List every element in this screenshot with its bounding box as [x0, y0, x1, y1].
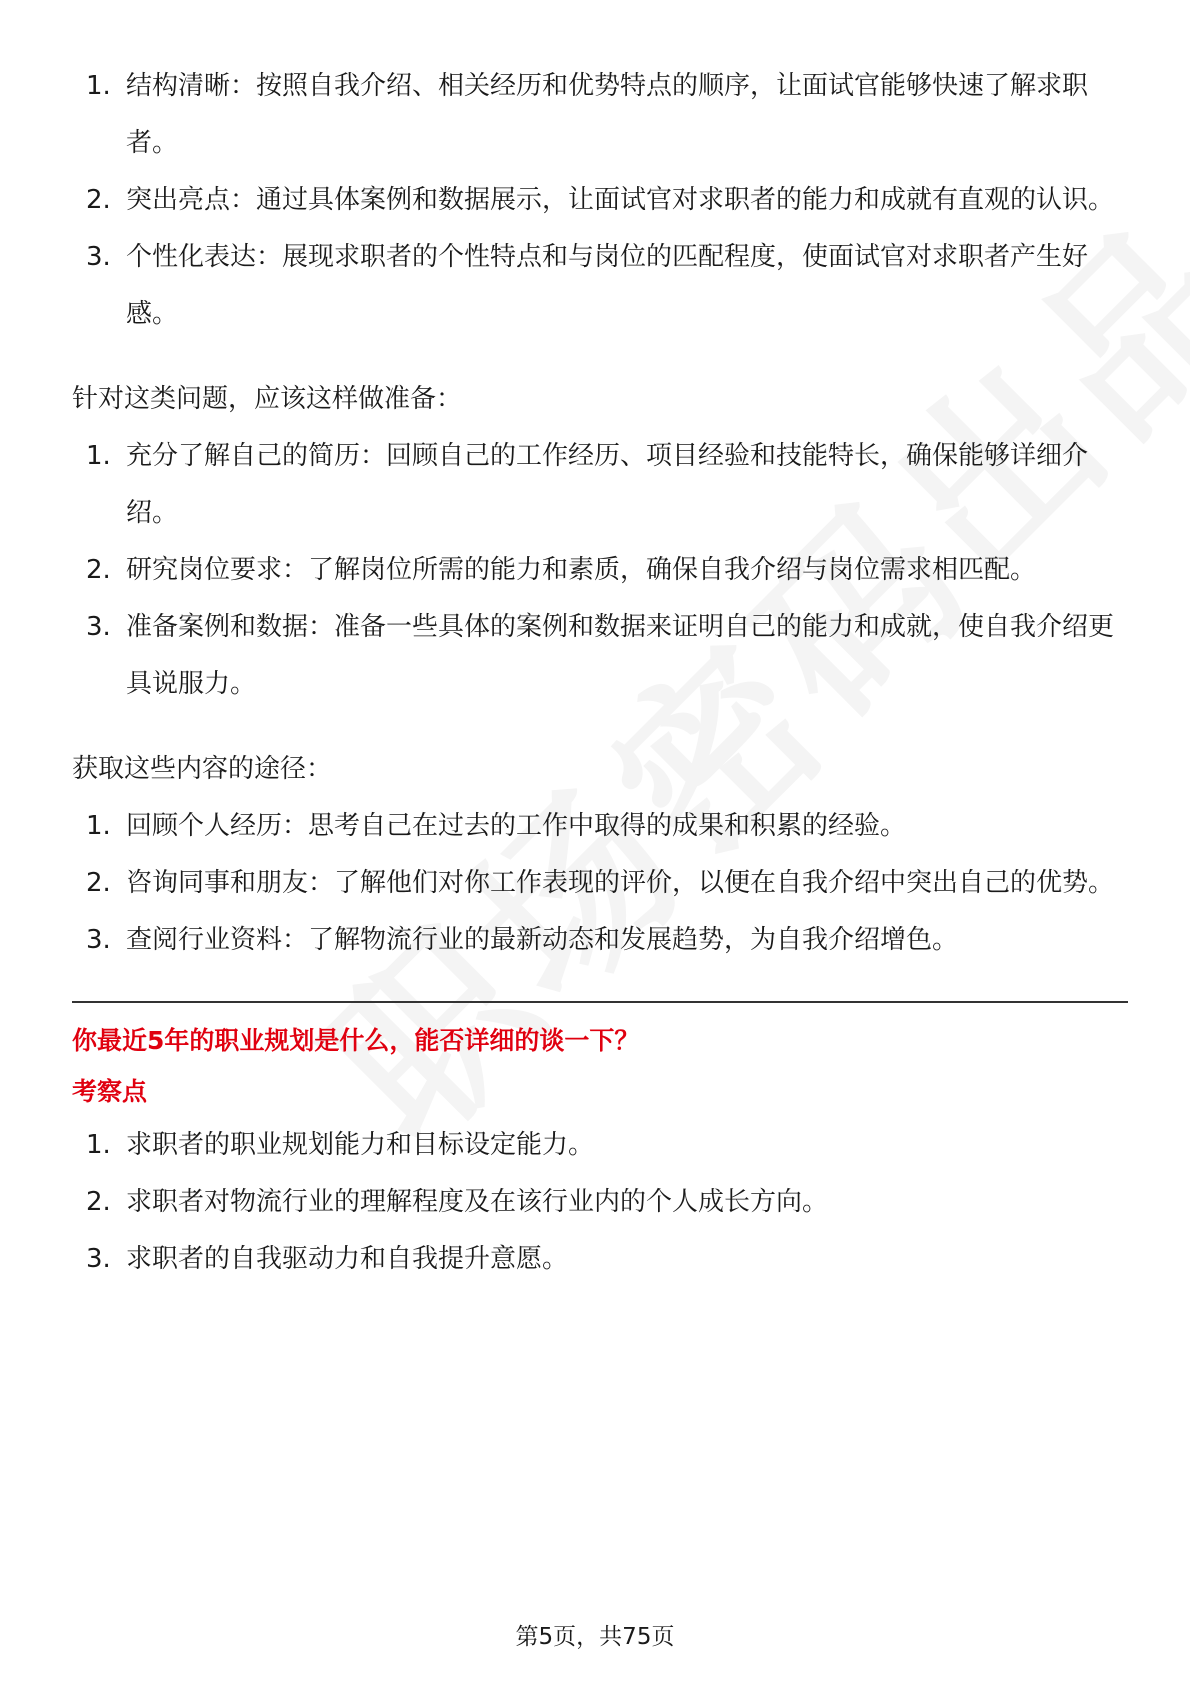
list-text: 个性化表达：展现求职者的个性特点和与岗位的匹配程度，使面试官对求职者产生好感。	[126, 242, 1089, 329]
list-item	[72, 229, 1128, 343]
list-number: 3.	[86, 242, 111, 272]
list-number: 3.	[86, 1244, 111, 1274]
list-answer-points	[72, 58, 1128, 343]
section-divider	[72, 1001, 1128, 1003]
sources-heading: 获取这些内容的途径：	[72, 754, 333, 784]
page-content	[72, 58, 1128, 1288]
list-number: 2.	[86, 1187, 111, 1217]
subhead-focus-points: 考察点	[72, 1077, 148, 1106]
question-title: 你最近5年的职业规划是什么，能否详细的谈一下？	[72, 1026, 640, 1055]
page-number: 第5页，共75页	[515, 1624, 675, 1650]
list-text: 充分了解自己的简历：回顾自己的工作经历、项目经验和技能特长，确保能够详细介绍。	[126, 441, 1089, 528]
list-item	[72, 172, 1128, 229]
list-number: 2.	[86, 868, 111, 898]
list-number: 1.	[86, 441, 111, 471]
list-text: 研究岗位要求：了解岗位所需的能力和素质，确保自我介绍与岗位需求相匹配。	[126, 555, 1037, 585]
list-text: 咨询同事和朋友：了解他们对你工作表现的评价，以便在自我介绍中突出自己的优势。	[126, 868, 1115, 898]
list-text: 查阅行业资料：了解物流行业的最新动态和发展趋势，为自我介绍增色。	[126, 925, 959, 955]
list-number: 1.	[86, 811, 111, 841]
list-prep	[72, 428, 1128, 713]
list-text: 回顾个人经历：思考自己在过去的工作中取得的成果和积累的经验。	[126, 811, 907, 841]
list-item	[72, 855, 1128, 912]
list-number: 3.	[86, 925, 111, 955]
list-focus-points	[72, 1117, 1128, 1288]
list-item	[72, 428, 1128, 542]
list-item	[72, 58, 1128, 172]
list-item	[72, 599, 1128, 713]
list-item	[72, 912, 1128, 969]
list-number: 1.	[86, 1130, 111, 1160]
list-item	[72, 1174, 1128, 1231]
list-number: 1.	[86, 71, 111, 101]
list-text: 求职者的自我驱动力和自我提升意愿。	[126, 1244, 569, 1274]
list-item	[72, 542, 1128, 599]
list-number: 2.	[86, 555, 111, 585]
list-number: 2.	[86, 185, 111, 215]
list-text: 突出亮点：通过具体案例和数据展示，让面试官对求职者的能力和成就有直观的认识。	[126, 185, 1115, 215]
list-item	[72, 798, 1128, 855]
list-text: 准备案例和数据：准备一些具体的案例和数据来证明自己的能力和成就，使自我介绍更具说服力。	[126, 612, 1115, 699]
list-sources	[72, 798, 1128, 969]
prep-heading: 针对这类问题，应该这样做准备：	[72, 384, 463, 414]
list-text: 结构清晰：按照自我介绍、相关经历和优势特点的顺序，让面试官能够快速了解求职者。	[126, 71, 1089, 158]
list-number: 3.	[86, 612, 111, 642]
list-text: 求职者对物流行业的理解程度及在该行业内的个人成长方向。	[126, 1187, 829, 1217]
list-text: 求职者的职业规划能力和目标设定能力。	[126, 1130, 595, 1160]
list-item	[72, 1117, 1128, 1174]
list-item	[72, 1231, 1128, 1288]
